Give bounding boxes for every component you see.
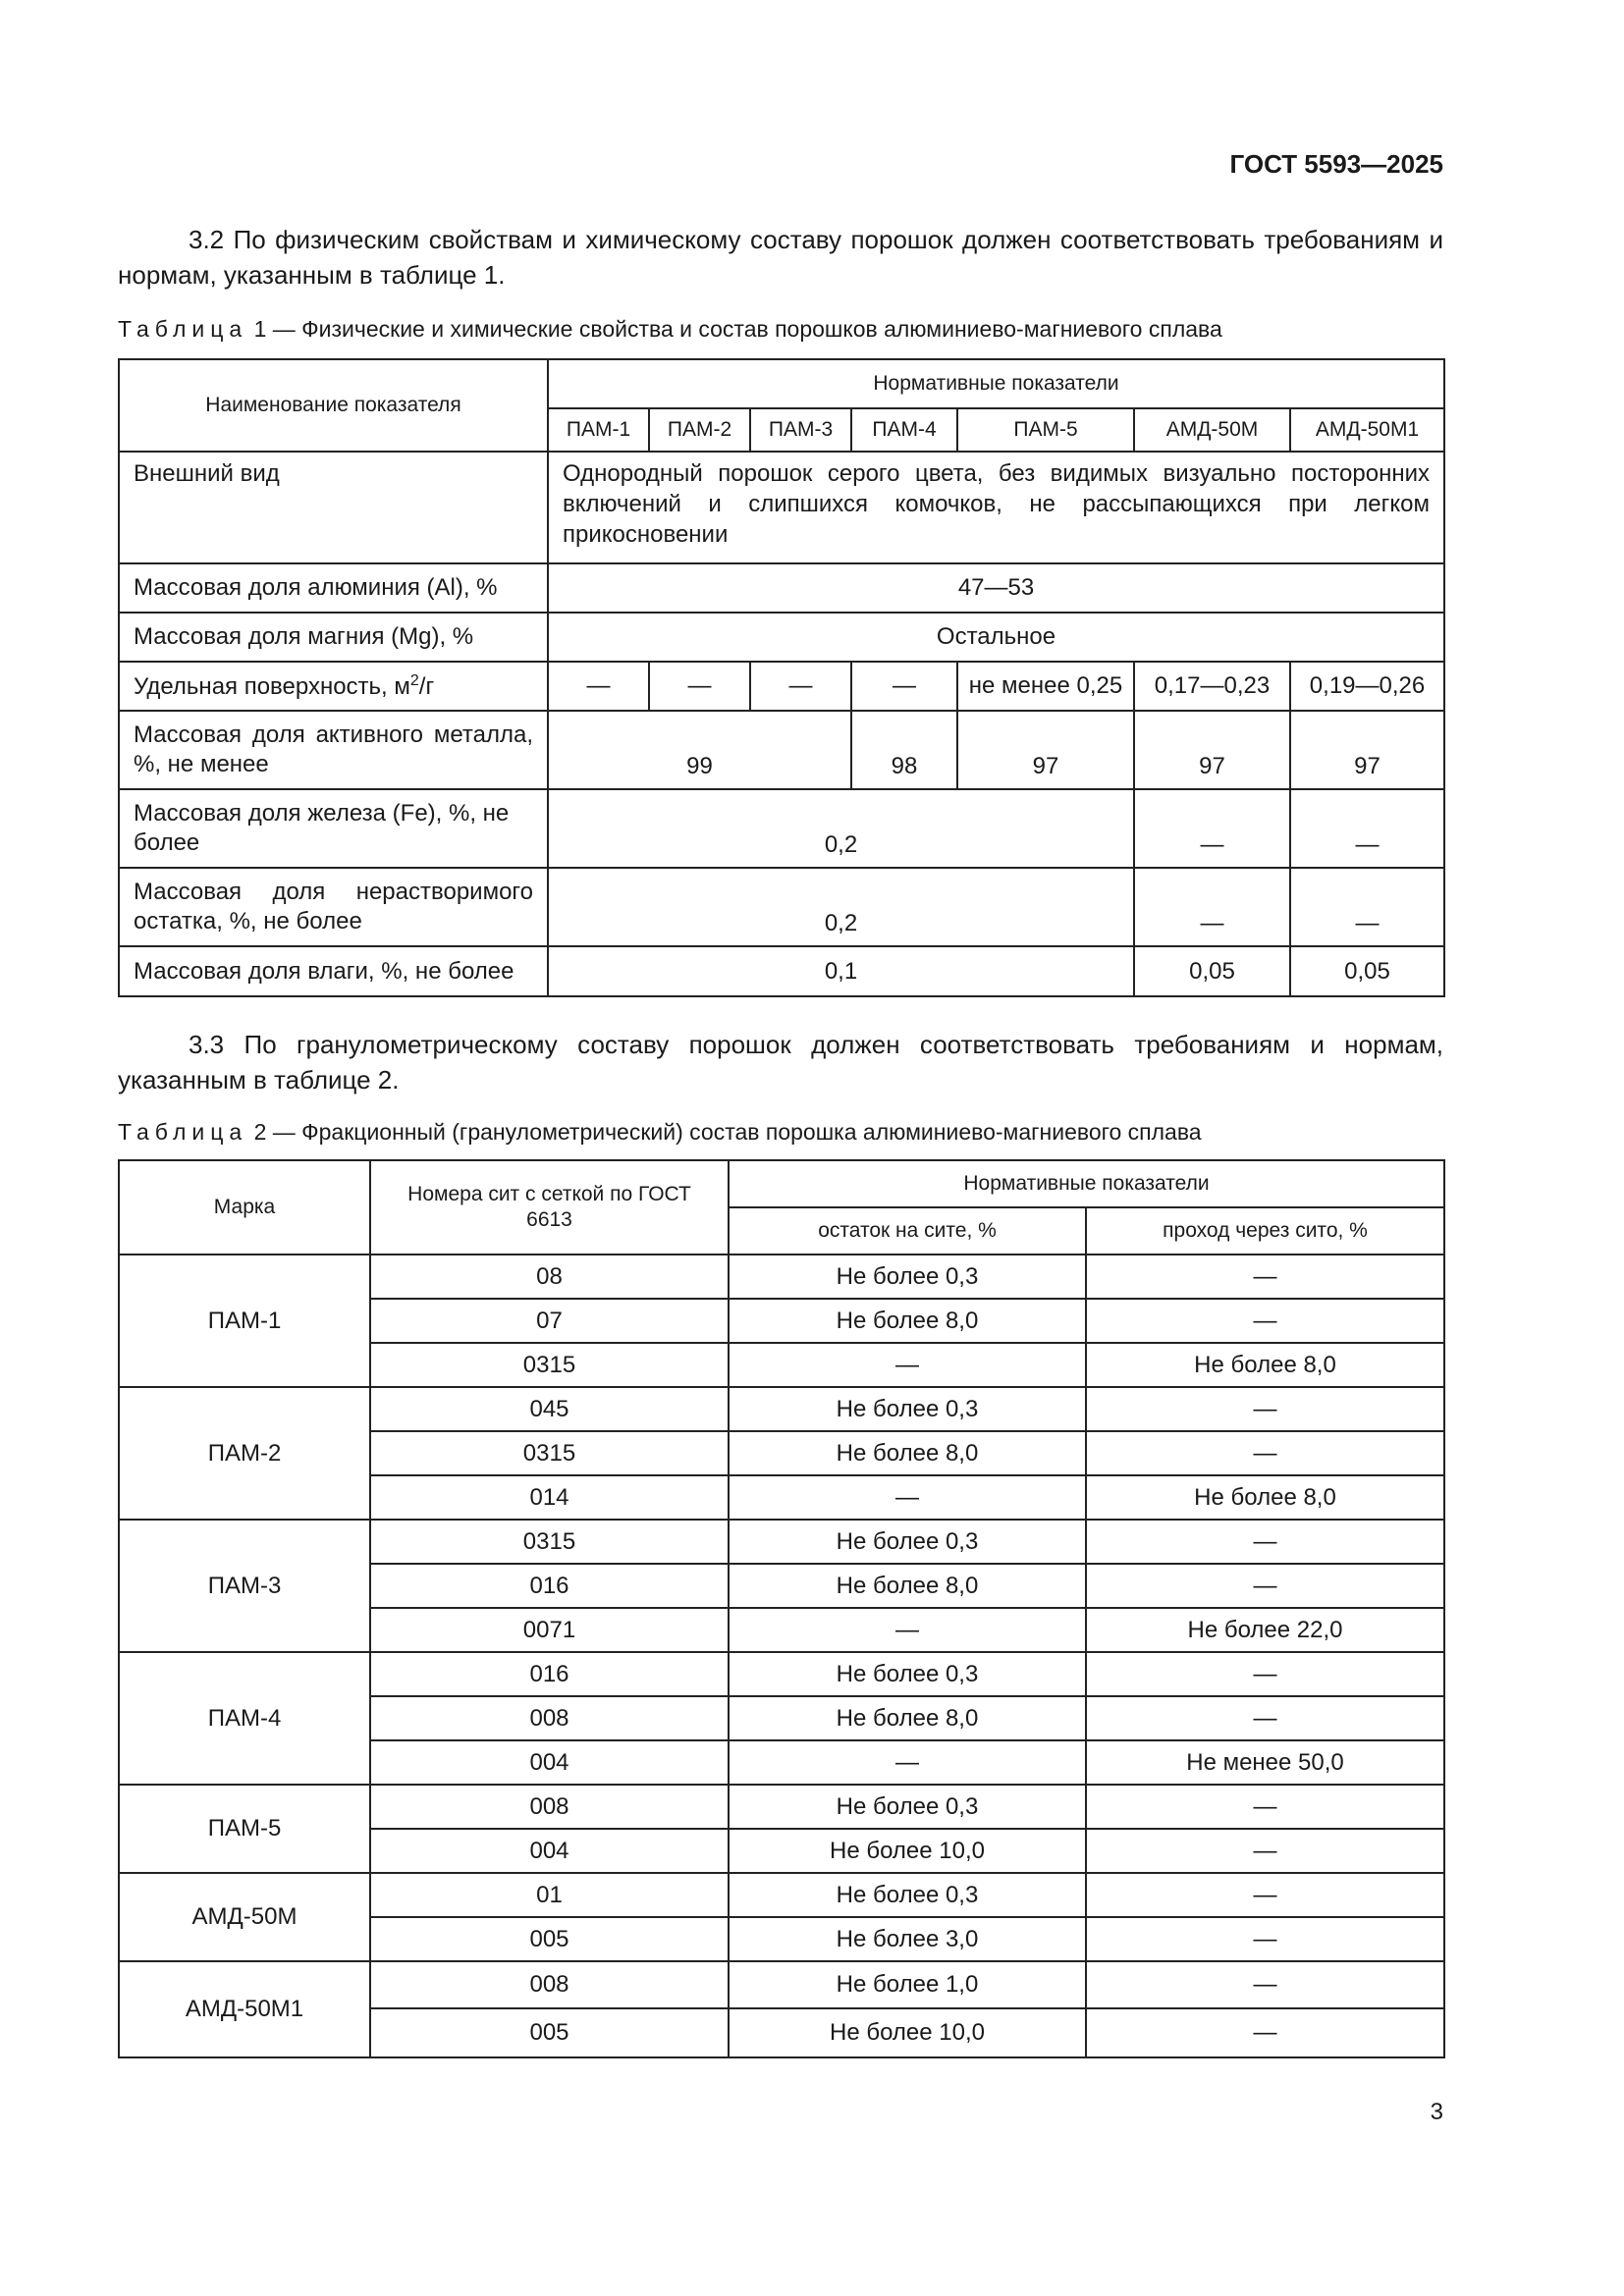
row-value: Однородный порошок серого цвета, без видимых визуально посторонних включений и слипшихся комочков, не рассыпающихся при легком прикосновении [548,452,1444,563]
table2-header-pass: проход через сито, % [1086,1207,1444,1255]
table1-grade: ПАМ-1 [548,408,649,452]
sieve-cell: 0315 [370,1520,729,1564]
row-name: Массовая доля влаги, %, не более [119,946,548,996]
sieve-cell: 016 [370,1564,729,1608]
rest-cell: Не более 10,0 [729,1829,1086,1873]
pass-cell: — [1086,1873,1444,1917]
table2-header-rest: остаток на сите, % [729,1207,1086,1255]
rest-cell: Не более 0,3 [729,1387,1086,1431]
row-name: Массовая доля железа (Fe), %, не более [119,789,548,868]
row-name: Массовая доля нерастворимого остатка, %, не более [119,868,548,946]
rest-cell: Не более 10,0 [729,2008,1086,2057]
table-row [119,789,1444,868]
table-row [119,711,1444,789]
table2-caption: Таблица 2 — Фракционный (гранулометрический) состав порошка алюминиево-магниевого сплава [118,1119,1202,1145]
row-name: Внешний вид [119,452,548,563]
mark-cell: ПАМ-5 [119,1785,370,1873]
pass-cell: — [1086,1829,1444,1873]
sieve-cell: 07 [370,1299,729,1343]
row-value: 0,17—0,23 [1134,662,1290,711]
table1-header-norm: Нормативные показатели [548,359,1444,408]
row-value: 97 [957,711,1134,789]
table-row [119,946,1444,996]
row-value: 97 [1290,711,1444,789]
table-row [119,452,1444,563]
pass-cell: Не более 8,0 [1086,1343,1444,1387]
table-row [119,1652,1444,1696]
table-row [119,613,1444,662]
pass-cell: Не более 22,0 [1086,1608,1444,1652]
paragraph-3-2: 3.2 По физическим свойствам и химическому составу порошок должен соответствовать требованиям и нормам, указанным в таблице 1. [118,225,1443,290]
row-value: — [1134,789,1290,868]
row-value: 0,2 [548,789,1134,868]
mark-cell: ПАМ-4 [119,1652,370,1785]
rest-cell: — [729,1740,1086,1785]
row-value: не менее 0,25 [957,662,1134,711]
table-row [119,1961,1444,2008]
sieve-cell: 004 [370,1740,729,1785]
row-value: 0,19—0,26 [1290,662,1444,711]
paragraph-3-3: 3.3 По гранулометрическому составу порошок должен соответствовать требованиям и нормам, указанным в таблице 2. [118,1030,1443,1095]
rest-cell: Не более 8,0 [729,1299,1086,1343]
table-row [119,1255,1444,1299]
table1-grade: ПАМ-3 [750,408,851,452]
pass-cell: — [1086,1564,1444,1608]
sieve-cell: 0315 [370,1343,729,1387]
rest-cell: — [729,1475,1086,1520]
row-value: — [649,662,750,711]
table1-grade: АМД-50М [1134,408,1290,452]
table1-grade: ПАМ-2 [649,408,750,452]
table-row [119,868,1444,946]
row-value: Остальное [548,613,1444,662]
rest-cell: Не более 3,0 [729,1917,1086,1961]
mark-cell: АМД-50М1 [119,1961,370,2057]
mark-cell: ПАМ-3 [119,1520,370,1652]
row-value: 0,1 [548,946,1134,996]
table1-grade: ПАМ-4 [851,408,957,452]
sieve-cell: 008 [370,1785,729,1829]
row-value: — [851,662,957,711]
rest-cell: Не более 0,3 [729,1255,1086,1299]
rest-cell: Не более 0,3 [729,1873,1086,1917]
row-value: 0,05 [1134,946,1290,996]
pass-cell: — [1086,1961,1444,2008]
row-value: — [750,662,851,711]
row-value: — [1134,868,1290,946]
sieve-cell: 004 [370,1829,729,1873]
mark-cell: ПАМ-1 [119,1255,370,1387]
row-value: 97 [1134,711,1290,789]
rest-cell: — [729,1343,1086,1387]
mark-cell: ПАМ-2 [119,1387,370,1520]
page-number: 3 [1430,2099,1443,2125]
table-row [119,1387,1444,1431]
mark-cell: АМД-50М [119,1873,370,1961]
pass-cell: — [1086,1917,1444,1961]
row-name: Массовая доля активного металла, %, не менее [119,711,548,789]
pass-cell: Не менее 50,0 [1086,1740,1444,1785]
table2-header-sieve: Номера сит с сеткой по ГОСТ 6613 [370,1160,729,1255]
pass-cell: — [1086,1520,1444,1564]
pass-cell: — [1086,1387,1444,1431]
rest-cell: — [729,1608,1086,1652]
rest-cell: Не более 0,3 [729,1785,1086,1829]
row-value: — [548,662,649,711]
table-row [119,1785,1444,1829]
sieve-cell: 014 [370,1475,729,1520]
sieve-cell: 016 [370,1652,729,1696]
sieve-cell: 0071 [370,1608,729,1652]
rest-cell: Не более 0,3 [729,1520,1086,1564]
row-value: — [1290,789,1444,868]
row-name: Массовая доля магния (Mg), % [119,613,548,662]
rest-cell: Не более 8,0 [729,1564,1086,1608]
table-row [119,563,1444,613]
pass-cell: — [1086,1431,1444,1475]
pass-cell: — [1086,1255,1444,1299]
pass-cell: — [1086,1696,1444,1740]
pass-cell: — [1086,1652,1444,1696]
table2-header-norm: Нормативные показатели [729,1160,1444,1207]
row-name: Удельная поверхность, $м^2/г$ [119,662,548,711]
row-value: 47—53 [548,563,1444,613]
row-name: Массовая доля алюминия (Al), % [119,563,548,613]
row-value: 98 [851,711,957,789]
rest-cell: Не более 0,3 [729,1652,1086,1696]
row-value: 99 [548,711,851,789]
table1-grade: АМД-50М1 [1290,408,1444,452]
row-value: 0,05 [1290,946,1444,996]
rest-cell: Не более 1,0 [729,1961,1086,2008]
table-row [119,1520,1444,1564]
rest-cell: Не более 8,0 [729,1431,1086,1475]
table1-caption: Таблица 1 — Физические и химические свойства и состав порошков алюминиево-магниевого сплава [118,316,1222,342]
sieve-cell: 045 [370,1387,729,1431]
table1-grade: ПАМ-5 [957,408,1134,452]
table2-header-mark: Марка [119,1160,370,1255]
pass-cell: — [1086,2008,1444,2057]
sieve-cell: 008 [370,1696,729,1740]
document-header: ГОСТ 5593—2025 [1229,149,1443,179]
table1-header-name: Наименование показателя [119,359,548,452]
sieve-cell: 005 [370,2008,729,2057]
sieve-cell: 08 [370,1255,729,1299]
pass-cell: Не более 8,0 [1086,1475,1444,1520]
row-value: — [1290,868,1444,946]
rest-cell: Не более 8,0 [729,1696,1086,1740]
row-value: 0,2 [548,868,1134,946]
table1 [118,358,1445,997]
sieve-cell: 0315 [370,1431,729,1475]
table-row [119,662,1444,711]
sieve-cell: 005 [370,1917,729,1961]
sieve-cell: 01 [370,1873,729,1917]
table-row [119,1873,1444,1917]
pass-cell: — [1086,1785,1444,1829]
sieve-cell: 008 [370,1961,729,2008]
pass-cell: — [1086,1299,1444,1343]
table2 [118,1159,1445,2058]
